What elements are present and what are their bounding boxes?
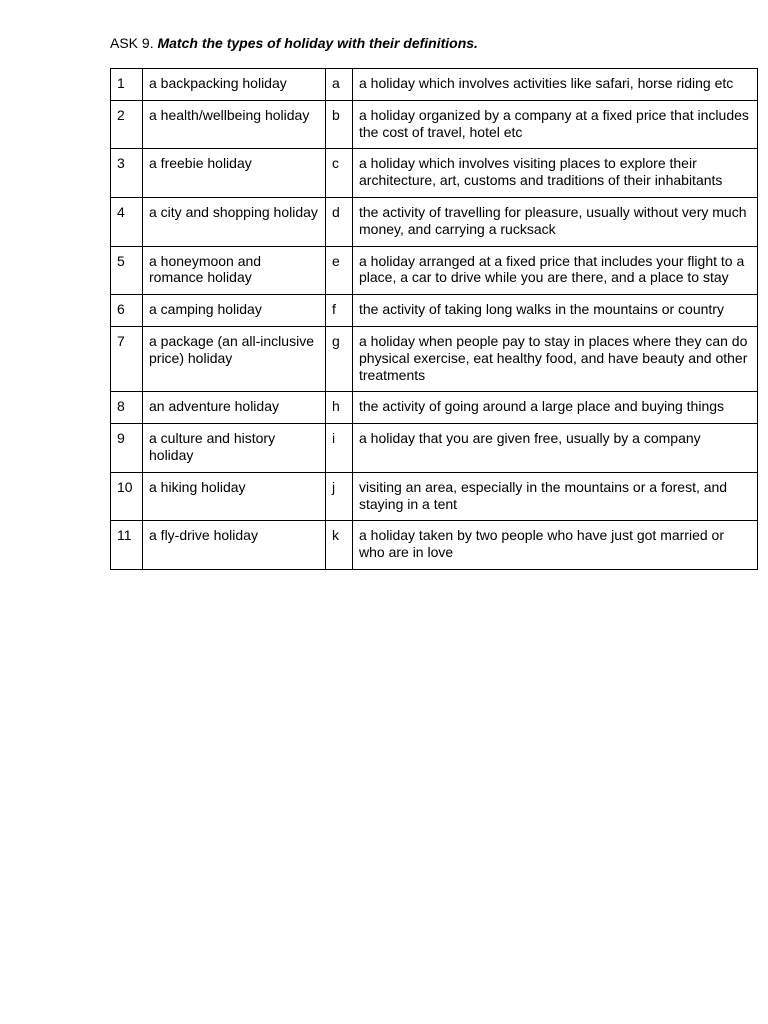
definition-letter: i <box>326 424 353 473</box>
holiday-definition: a holiday that you are given free, usually by a company <box>353 424 758 473</box>
row-number: 7 <box>111 326 143 391</box>
row-number: 10 <box>111 472 143 521</box>
definition-letter: f <box>326 295 353 327</box>
row-number: 1 <box>111 69 143 101</box>
holiday-type: a hiking holiday <box>143 472 326 521</box>
table-row <box>111 197 758 246</box>
holiday-definition: a holiday taken by two people who have just got married or who are in love <box>353 521 758 570</box>
table-row <box>111 326 758 391</box>
row-number: 3 <box>111 149 143 198</box>
row-number: 8 <box>111 392 143 424</box>
definition-letter: e <box>326 246 353 295</box>
holiday-definition: a holiday which involves visiting places to explore their architecture, art, customs and traditions of their inhabitants <box>353 149 758 198</box>
holiday-type: a package (an all-inclusive price) holiday <box>143 326 326 391</box>
holiday-type: an adventure holiday <box>143 392 326 424</box>
holiday-type: a freebie holiday <box>143 149 326 198</box>
holiday-type: a culture and history holiday <box>143 424 326 473</box>
definition-letter: b <box>326 100 353 149</box>
table-row <box>111 472 758 521</box>
table-row <box>111 100 758 149</box>
holiday-type: a backpacking holiday <box>143 69 326 101</box>
task-label: ASK 9. <box>110 35 154 51</box>
task-instruction: Match the types of holiday with their definitions. <box>157 35 478 51</box>
holiday-definition: a holiday when people pay to stay in places where they can do physical exercise, eat healthy food, and have beauty and other treatments <box>353 326 758 391</box>
definition-letter: k <box>326 521 353 570</box>
row-number: 9 <box>111 424 143 473</box>
row-number: 5 <box>111 246 143 295</box>
holiday-type: a city and shopping holiday <box>143 197 326 246</box>
definition-letter: a <box>326 69 353 101</box>
row-number: 6 <box>111 295 143 327</box>
holiday-type: a camping holiday <box>143 295 326 327</box>
holiday-definition: the activity of going around a large place and buying things <box>353 392 758 424</box>
holiday-definition: the activity of travelling for pleasure, usually without very much money, and carrying a rucksack <box>353 197 758 246</box>
definition-letter: d <box>326 197 353 246</box>
table-row <box>111 295 758 327</box>
row-number: 4 <box>111 197 143 246</box>
table-row <box>111 149 758 198</box>
holiday-definition: visiting an area, especially in the mountains or a forest, and staying in a tent <box>353 472 758 521</box>
table-row <box>111 69 758 101</box>
holiday-type: a health/wellbeing holiday <box>143 100 326 149</box>
holiday-type: a fly-drive holiday <box>143 521 326 570</box>
holiday-type: a honeymoon and romance holiday <box>143 246 326 295</box>
definition-letter: c <box>326 149 353 198</box>
table-row <box>111 246 758 295</box>
holiday-definition: a holiday which involves activities like safari, horse riding etc <box>353 69 758 101</box>
matching-table <box>110 68 758 570</box>
task-heading <box>110 35 478 51</box>
holiday-definition: a holiday organized by a company at a fixed price that includes the cost of travel, hotel etc <box>353 100 758 149</box>
table-row <box>111 392 758 424</box>
definition-letter: h <box>326 392 353 424</box>
table-row <box>111 424 758 473</box>
definition-letter: g <box>326 326 353 391</box>
holiday-definition: a holiday arranged at a fixed price that includes your flight to a place, a car to drive while you are there, and a place to stay <box>353 246 758 295</box>
holiday-definition: the activity of taking long walks in the mountains or country <box>353 295 758 327</box>
row-number: 2 <box>111 100 143 149</box>
row-number: 11 <box>111 521 143 570</box>
table-row <box>111 521 758 570</box>
matching-table-body <box>111 69 758 570</box>
definition-letter: j <box>326 472 353 521</box>
